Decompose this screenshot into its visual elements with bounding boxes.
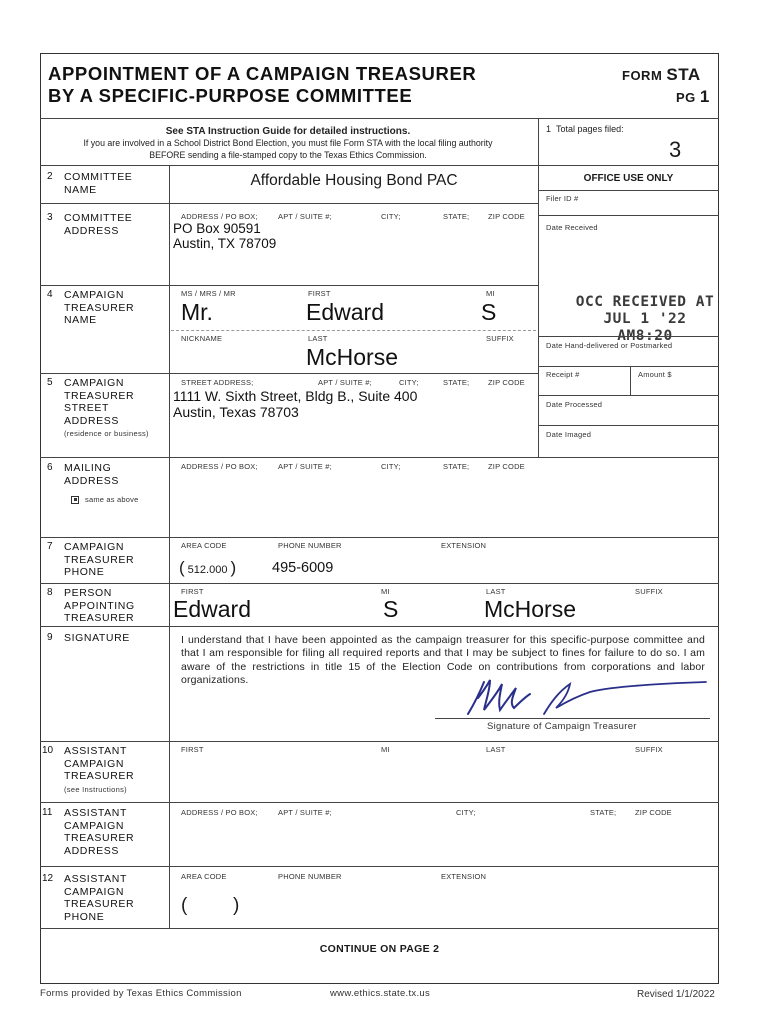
sec8-label-line1: PERSON	[64, 587, 112, 599]
sec11-label-line2: CAMPAIGN	[64, 819, 125, 832]
sec7-col-ext: EXTENSION	[441, 541, 487, 550]
treasurer-area-code[interactable]	[179, 558, 236, 578]
sec4-col-title: MS / MRS / MR	[181, 289, 236, 298]
sec4-col-suffix: SUFFIX	[486, 334, 514, 343]
receipt-label: Receipt #	[546, 370, 580, 379]
sec5-number: 5	[47, 377, 53, 388]
form-title-line2: BY A SPECIFIC-PURPOSE COMMITTEE	[48, 85, 413, 106]
sec5-col-street: STREET ADDRESS;	[181, 378, 254, 387]
treasurer-street-line2[interactable]: Austin, Texas 78703	[173, 404, 299, 420]
sec8-label	[64, 587, 135, 625]
same-as-above-option[interactable]	[71, 495, 138, 504]
assistant-area-close-paren: )	[233, 895, 240, 916]
page-label: PG	[676, 90, 696, 105]
sec12-number: 12	[42, 873, 54, 884]
sec12-col-area: AREA CODE	[181, 872, 227, 881]
sec5-label-line3: STREET	[64, 402, 110, 414]
treasurer-title-value[interactable]: Mr.	[181, 299, 213, 325]
sec8-col-mi: MI	[381, 587, 390, 596]
sec6-label-line2: ADDRESS	[64, 474, 119, 487]
sec7-number: 7	[47, 541, 53, 552]
sec4-label-line3: NAME	[64, 314, 97, 326]
same-as-above-checkbox[interactable]	[71, 496, 79, 504]
appointer-last-value[interactable]: McHorse	[484, 596, 577, 622]
sec12-label	[64, 873, 134, 923]
sec12-label-line1: ASSISTANT	[64, 873, 127, 885]
total-pages-text: Total pages filed:	[556, 124, 624, 134]
date-hand-delivered-label: Date Hand-delivered or Postmarked	[546, 341, 673, 350]
sec6-col-state: STATE;	[443, 462, 470, 471]
treasurer-mi-value[interactable]: S	[481, 299, 497, 325]
sec5-label-line1: CAMPAIGN	[64, 377, 125, 389]
page-number-value: 1	[699, 87, 710, 106]
sec10-label-line3: TREASURER	[64, 770, 135, 782]
signature-caption: Signature of Campaign Treasurer	[487, 721, 637, 732]
amount-label: Amount $	[638, 370, 672, 379]
sec8-label-line2: APPOINTING	[64, 599, 135, 612]
sec10-col-first: FIRST	[181, 745, 204, 754]
sec9-label: SIGNATURE	[64, 632, 130, 644]
sec8-label-line3: TREASURER	[64, 612, 135, 624]
treasurer-phone-value[interactable]: 495-6009	[272, 560, 334, 576]
instructions-line1: If you are involved in a School District Bond Election, you must file Form STA with the local filing authority	[83, 138, 493, 148]
sec3-number: 3	[47, 212, 53, 223]
sec4-number: 4	[47, 289, 53, 300]
sec3-label-line2: ADDRESS	[64, 224, 119, 237]
sec10-col-suffix: SUFFIX	[635, 745, 663, 754]
sec10-number: 10	[42, 745, 54, 756]
sec11-col-state: STATE;	[590, 808, 617, 817]
sec11-label-line4: ADDRESS	[64, 844, 119, 857]
sec10-label-line1: ASSISTANT	[64, 745, 127, 757]
sec4-label	[64, 289, 134, 327]
sec3-label-line1: COMMITTEE	[64, 212, 133, 224]
sec4-col-last: LAST	[308, 334, 328, 343]
total-pages-num: 1	[546, 124, 552, 134]
same-as-above-label: same as above	[85, 495, 139, 504]
stamp-line2: JUL 1 '22 AM8:20	[603, 311, 687, 344]
sec4-col-first: FIRST	[308, 289, 331, 298]
area-code-value[interactable]: 512.000	[187, 564, 228, 576]
assistant-area-open-paren: (	[181, 895, 188, 916]
stamp-line1: OCC RECEIVED AT	[575, 294, 715, 310]
sec2-label-line2: NAME	[64, 183, 97, 196]
date-imaged-label: Date Imaged	[546, 430, 592, 439]
sec10-col-last: LAST	[486, 745, 506, 754]
continue-notice: CONTINUE ON PAGE 2	[319, 943, 440, 955]
office-use-heading: OFFICE USE ONLY	[583, 173, 674, 184]
sec11-col-zip: ZIP CODE	[635, 808, 672, 817]
sec10-sub: (see Instructions)	[64, 785, 127, 794]
date-processed-label: Date Processed	[546, 400, 603, 409]
sec7-label-line1: CAMPAIGN	[64, 541, 125, 553]
sec5-sub: (residence or business)	[64, 429, 149, 438]
sec2-number: 2	[47, 171, 53, 182]
sec12-col-phone: PHONE NUMBER	[278, 872, 342, 881]
sec6-label-line1: MAILING	[64, 462, 112, 474]
sec6-col-address: ADDRESS / PO BOX;	[181, 462, 258, 471]
treasurer-signature-image	[444, 670, 714, 720]
committee-address-line1[interactable]: PO Box 90591	[173, 221, 261, 236]
appointer-mi-value[interactable]: S	[383, 596, 399, 622]
sec4-label-line2: TREASURER	[64, 301, 135, 314]
sec7-col-phone: PHONE NUMBER	[278, 541, 342, 550]
sec3-label	[64, 212, 132, 237]
footer-provider: Forms provided by Texas Ethics Commission	[40, 988, 242, 999]
sec6-col-city: CITY;	[381, 462, 401, 471]
form-label: FORM	[622, 68, 663, 83]
area-open-paren: (	[179, 558, 185, 577]
sec12-col-ext: EXTENSION	[441, 872, 487, 881]
sec5-col-apt: APT / SUITE #;	[318, 378, 372, 387]
sec8-col-last: LAST	[486, 587, 506, 596]
sec3-col-state: STATE;	[443, 212, 470, 221]
sec8-number: 8	[47, 587, 53, 598]
sec7-col-area: AREA CODE	[181, 541, 227, 550]
sec9-number: 9	[47, 632, 53, 643]
sec4-col-nickname: NICKNAME	[181, 334, 223, 343]
sec7-label-line2: TREASURER	[64, 553, 135, 566]
sec6-number: 6	[47, 462, 53, 473]
treasurer-street-line1[interactable]: 1111 W. Sixth Street, Bldg B., Suite 400	[173, 388, 418, 404]
form-frame	[40, 53, 719, 984]
sec5-label-line2: TREASURER	[64, 389, 135, 402]
sec3-col-address: ADDRESS / PO BOX;	[181, 212, 258, 221]
sec11-label	[64, 807, 134, 857]
signature-statement: I understand that I have been appointed as the campaign treasurer for this specific-purpose committee and that I am responsible for filing all required reports and that I may be subject to fines for failure to do so. I am aware of the restrictions in title 15 of the Election Code on contributions from corporations and labor organizations.	[181, 634, 705, 687]
sec8-col-suffix: SUFFIX	[635, 587, 663, 596]
committee-address-line2[interactable]: Austin, TX 78709	[173, 236, 277, 251]
sec3-col-city: CITY;	[381, 212, 401, 221]
sec11-col-apt: APT / SUITE #;	[278, 808, 332, 817]
appointer-first-value[interactable]: Edward	[173, 596, 251, 622]
form-code	[622, 65, 701, 85]
received-stamp	[575, 294, 715, 345]
sec5-label-line4: ADDRESS	[64, 414, 119, 427]
sec5-col-state: STATE;	[443, 378, 470, 387]
sec10-label-line2: CAMPAIGN	[64, 757, 125, 770]
instructions-heading: See STA Instruction Guide for detailed instructions.	[165, 126, 411, 137]
committee-name-value[interactable]: Affordable Housing Bond PAC	[250, 172, 458, 189]
sec6-col-apt: APT / SUITE #;	[278, 462, 332, 471]
date-received-label: Date Received	[546, 223, 598, 232]
sec11-col-city: CITY;	[456, 808, 476, 817]
sec10-col-mi: MI	[381, 745, 390, 754]
filer-id-label: Filer ID #	[546, 194, 579, 203]
sec3-col-apt: APT / SUITE #;	[278, 212, 332, 221]
page-number	[676, 87, 710, 107]
sec11-number: 11	[42, 807, 53, 818]
sec12-label-line3: TREASURER	[64, 898, 135, 910]
form-code-value: STA	[666, 65, 701, 84]
sec6-label	[64, 462, 119, 487]
area-close-paren: )	[230, 558, 237, 577]
sec12-label-line2: CAMPAIGN	[64, 885, 125, 898]
sec2-label	[64, 171, 132, 196]
total-pages-value[interactable]: 3	[669, 137, 682, 162]
sec2-label-line1: COMMITTEE	[64, 171, 133, 183]
sec7-label-line3: PHONE	[64, 566, 105, 578]
sec5-col-city: CITY;	[399, 378, 419, 387]
sec11-label-line1: ASSISTANT	[64, 807, 127, 819]
form-title-line1: APPOINTMENT OF A CAMPAIGN TREASURER	[48, 63, 477, 84]
sec5-col-zip: ZIP CODE	[488, 378, 525, 387]
footer-revised: Revised 1/1/2022	[637, 989, 715, 1000]
sec11-col-address: ADDRESS / PO BOX;	[181, 808, 258, 817]
sec5-label	[64, 377, 134, 427]
sec4-label-line1: CAMPAIGN	[64, 289, 125, 301]
treasurer-first-value[interactable]: Edward	[306, 299, 384, 325]
sec3-col-zip: ZIP CODE	[488, 212, 525, 221]
treasurer-last-value[interactable]: McHorse	[306, 344, 399, 370]
total-pages-label	[546, 124, 624, 136]
sec12-label-line4: PHONE	[64, 910, 105, 923]
sec7-label	[64, 541, 134, 579]
sec10-label	[64, 745, 134, 783]
sec11-label-line3: TREASURER	[64, 832, 135, 844]
sec6-col-zip: ZIP CODE	[488, 462, 525, 471]
footer-website[interactable]: www.ethics.state.tx.us	[330, 988, 431, 999]
sec8-col-first: FIRST	[181, 587, 204, 596]
instructions-line2: BEFORE sending a file-stamped copy to the Texas Ethics Commission.	[149, 150, 427, 160]
sec4-col-mi: MI	[486, 289, 495, 298]
